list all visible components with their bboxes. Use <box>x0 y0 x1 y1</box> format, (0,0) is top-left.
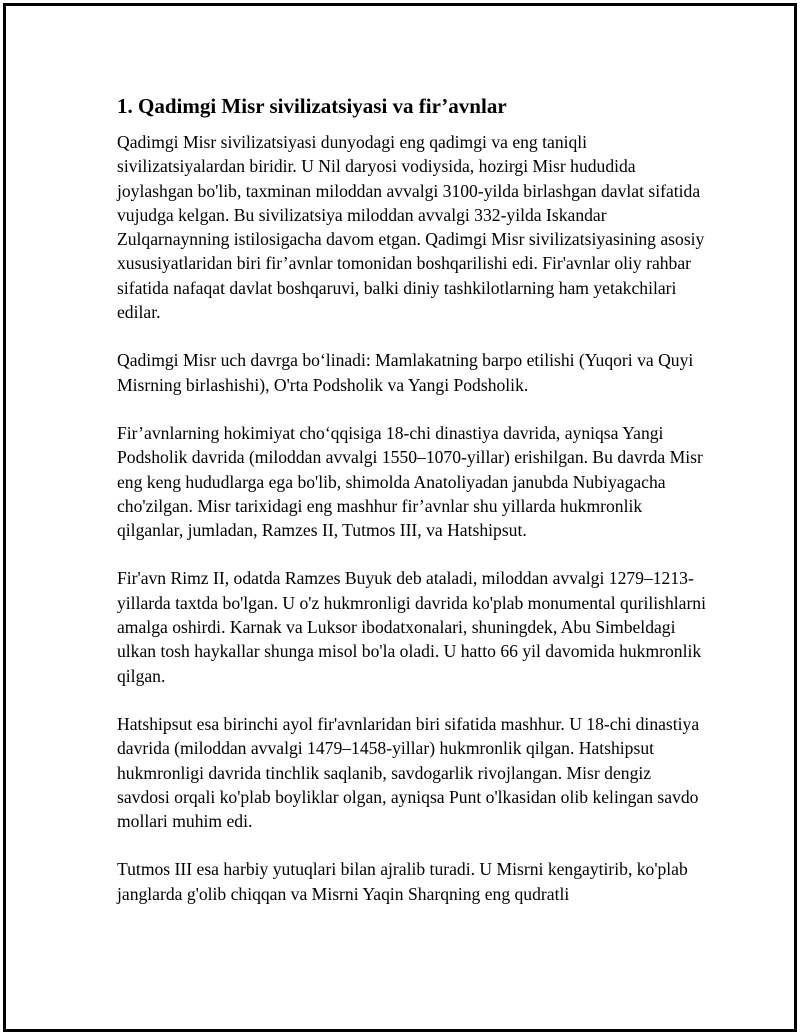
document-body <box>117 93 707 930</box>
paragraph-thutmose: Tutmos III esa harbiy yutuqlari bilan ajralib turadi. U Misrni kengaytirib, ko'plab janglarda g'olib chiqqan va Misrni Yaqin Sharqning eng qudratli <box>117 859 688 904</box>
paragraph-intro: Qadimgi Misr sivilizatsiyasi dunyodagi eng qadimgi va eng taniqli sivilizatsiyalardan biridir. U Nil daryosi vodiysida, hozirgi Misr hududida joylashgan bo'lib, taxminan miloddan avvalgi 3100-yilda birlashgan davlat sifatida vujudga kelgan. Bu sivilizatsiya miloddan avvalgi 332-yilda Iskandar Zulqarnaynning istilosigacha davom etgan. Qadimgi Misr sivilizatsiyasining asosiy xususiyatlaridan biri fir’avnlar tomonidan boshqarilishi edi. Fir'avnlar oliy rahbar sifatida nafaqat davlat boshqaruvi, balki diniy tashkilotlarning ham yetakchilari edilar. <box>117 132 705 323</box>
paragraph-periods: Qadimgi Misr uch davrga bo‘linadi: Mamlakatning barpo etilishi (Yuqori va Quyi Misrning birlashishi), O'rta Podsholik va Yangi Podsholik. <box>117 350 694 395</box>
section-heading: 1. Qadimgi Misr sivilizatsiyasi va fir’avnlar <box>117 94 507 118</box>
paragraph-ramesses: Fir'avn Rimz II, odatda Ramzes Buyuk deb ataladi, miloddan avvalgi 1279–1213-yillarda taxtda bo'lgan. U o'z hukmronligi davrida ko'plab monumental qurilishlarni amalga oshirdi. Karnak va Luksor ibodatxonalari, shuningdek, Abu Simbeldagi ulkan tosh haykallar shunga misol bo'la oladi. U hatto 66 yil davomida hukmronlik qilgan. <box>117 568 706 686</box>
paragraph-hatshepsut: Hatshipsut esa birinchi ayol fir'avnlaridan biri sifatida mashhur. U 18-chi dinastiya davrida (miloddan avvalgi 1479–1458-yillar) hukmronlik qilgan. Hatshipsut hukmronligi davrida tinchlik saqlanib, savdogarlik rivojlangan. Misr dengiz savdosi orqali ko'plab boyliklar olgan, ayniqsa Punt o'lkasidan olib kelingan savdo mollari muhim edi. <box>117 713 700 832</box>
paragraph-18th-dynasty: Fir’avnlarning hokimiyat cho‘qqisiga 18-chi dinastiya davrida, ayniqsa Yangi Podsholik davrida (miloddan avvalgi 1550–1070-yillar) erishilgan. Bu davrda Misr eng keng hududlarga ega bo'lib, shimolda Anatoliyadan janubda Nubiyagacha cho'zilgan. Misr tarixidagi eng mashhur fir’avnlar shu yillarda hukmronlik qilganlar, jumladan, Ramzes II, Tutmos III, va Hatshipsut. <box>117 422 703 541</box>
